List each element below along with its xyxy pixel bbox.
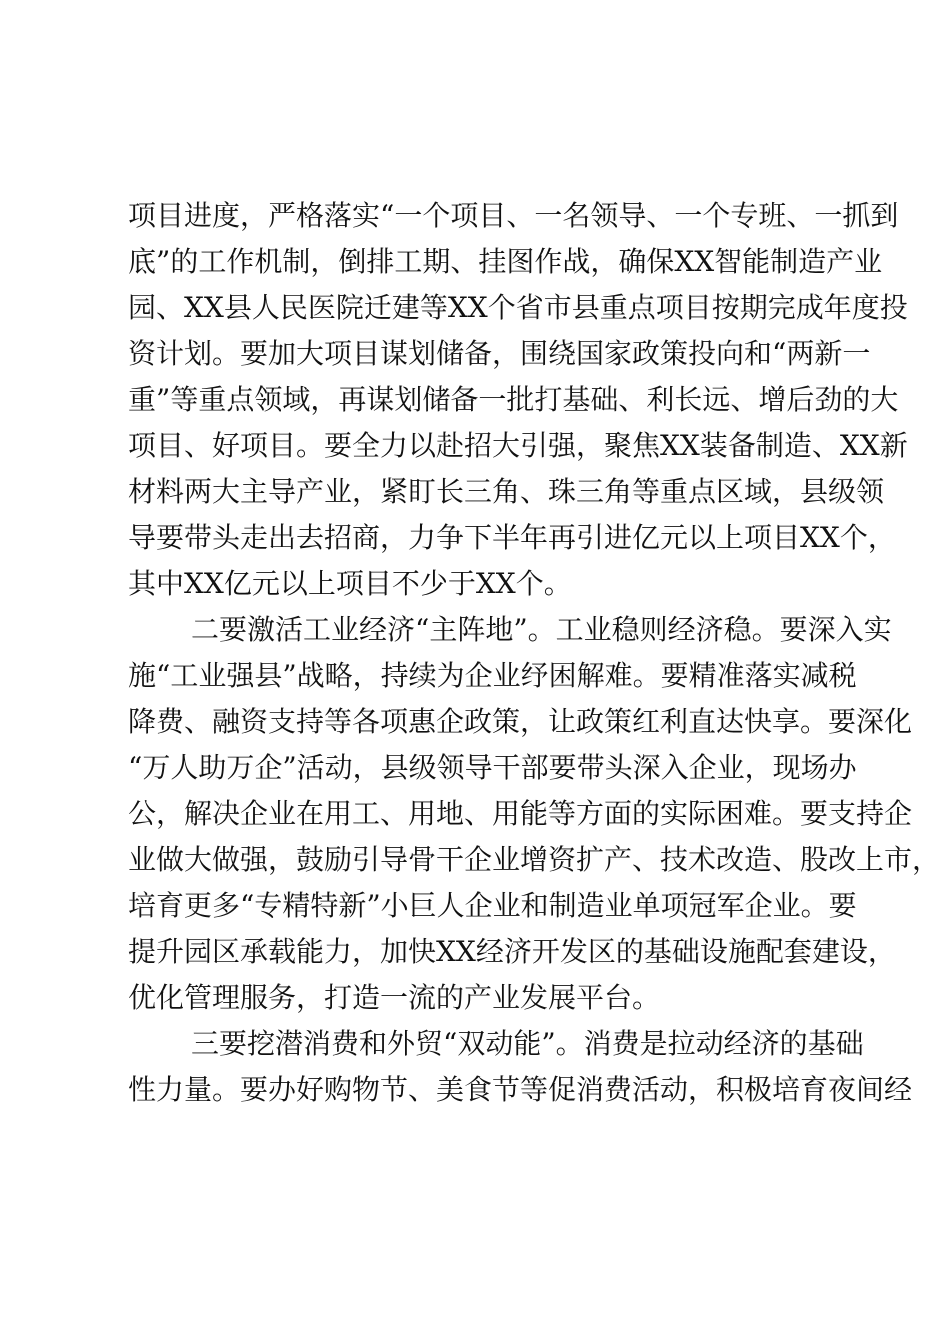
text-line: 施“工业强县”战略，持续为企业纾困解难。要精准落实减税 — [128, 659, 857, 692]
text-line: 其中XX亿元以上项目不少于XX个。 — [128, 567, 572, 600]
text-line: 项目进度，严格落实“一个项目、一名领导、一个专班、一抓到 — [128, 199, 899, 232]
text-line: 公，解决企业在用工、用地、用能等方面的实际困难。要支持企 — [128, 797, 913, 830]
text-line: 园、XX县人民医院迁建等XX个省市县重点项目按期完成年度投 — [128, 291, 908, 324]
text-line: 培育更多“专精特新”小巨人企业和制造业单项冠军企业。要 — [128, 889, 857, 922]
paragraph-industry — [128, 610, 941, 1024]
text-line: 导要带头走出去招商，力争下半年再引进亿元以上项目XX个， — [128, 521, 896, 554]
document-body — [128, 196, 941, 1116]
paragraph-consumption — [128, 1024, 913, 1116]
text-line: 资计划。要加大项目谋划储备，围绕国家政策投向和“两新一 — [128, 337, 871, 370]
text-line: 重”等重点领域，再谋划储备一批打基础、利长远、增后劲的大 — [128, 383, 899, 416]
paragraph-projects — [128, 196, 908, 610]
text-line: 优化管理服务，打造一流的产业发展平台。 — [128, 981, 661, 1014]
text-line: 底”的工作机制，倒排工期、挂图作战，确保XX智能制造产业 — [128, 245, 883, 278]
text-line: 性力量。要办好购物节、美食节等促消费活动，积极培育夜间经 — [128, 1073, 913, 1106]
text-line: 材料两大主导产业，紧盯长三角、珠三角等重点区域，县级领 — [128, 475, 885, 508]
text-line: 项目、好项目。要全力以赴招大引强，聚焦XX装备制造、XX新 — [128, 429, 908, 462]
text-line: 三要挖潜消费和外贸“双动能”。消费是拉动经济的基础 — [191, 1027, 864, 1060]
text-line: 降费、融资支持等各项惠企政策，让政策红利直达快享。要深化 — [128, 705, 913, 738]
text-line: “万人助万企”活动，县级领导干部要带头深入企业，现场办 — [128, 751, 857, 784]
text-line: 二要激活工业经济“主阵地”。工业稳则经济稳。要深入实 — [191, 613, 892, 646]
text-line: 提升园区承载能力，加快XX经济开发区的基础设施配套建设， — [128, 935, 896, 968]
text-line: 业做大做强，鼓励引导骨干企业增资扩产、技术改造、股改上市， — [128, 843, 941, 876]
